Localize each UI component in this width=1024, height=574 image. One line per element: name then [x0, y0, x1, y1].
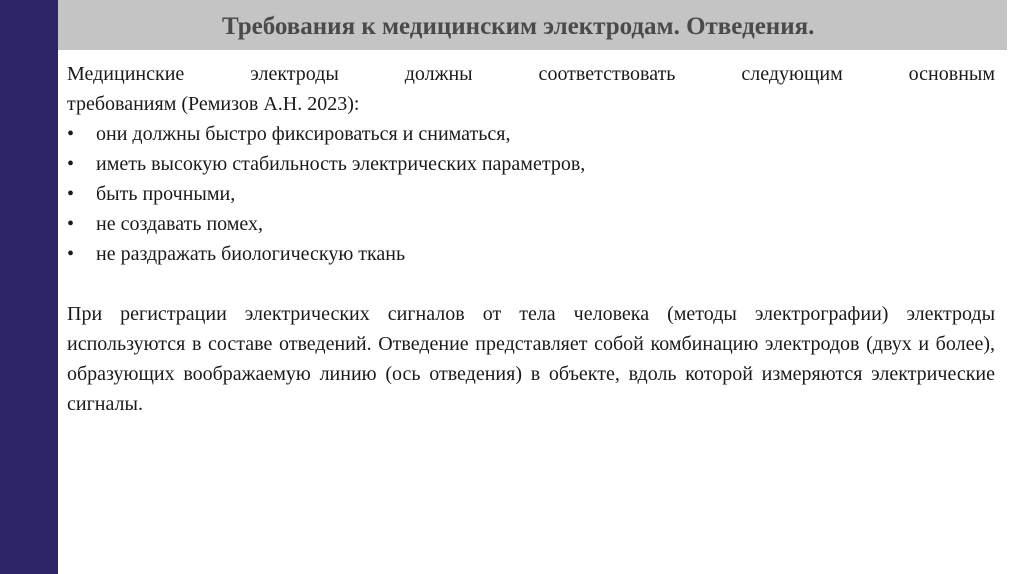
left-accent-bar: [0, 0, 58, 574]
list-item: [67, 239, 995, 269]
bullet-symbol: •: [67, 123, 75, 145]
paragraph-spacer: [67, 269, 995, 299]
leads-paragraph: При регистрации электрических сигналов от тела человека (методы электрографии) электроды используются в составе отведений. Отведение представляет собой комбинацию электродов (двух и более), образующих воображаемую линию (ось отведения) в объекте, вдоль которой измеряются электрические сигналы.: [67, 303, 995, 415]
requirements-list: [67, 119, 995, 269]
bullet-symbol: •: [67, 213, 75, 235]
list-item-text: не раздражать биологическую ткань: [96, 243, 406, 265]
list-item: [67, 119, 995, 149]
list-item-text: они должны быстро фиксироваться и сниматься,: [96, 123, 511, 145]
intro-line-1: Медицинские электроды должны соответствовать следующим основным: [67, 63, 995, 85]
slide-title: Требования к медицинским электродам. Отведения.: [222, 13, 815, 40]
intro-paragraph: [67, 59, 995, 119]
list-item-text: быть прочными,: [96, 183, 236, 205]
bullet-symbol: •: [67, 153, 75, 175]
slide-content: [67, 59, 995, 419]
list-item: [67, 179, 995, 209]
intro-line-2: требованиям (Ремизов А.Н. 2023):: [67, 93, 360, 115]
list-item-text: иметь высокую стабильность электрических параметров,: [96, 153, 586, 175]
bullet-symbol: •: [67, 183, 75, 205]
bullet-symbol: •: [67, 243, 75, 265]
list-item-text: не создавать помех,: [96, 213, 264, 235]
list-item: [67, 149, 995, 179]
list-item: [67, 209, 995, 239]
